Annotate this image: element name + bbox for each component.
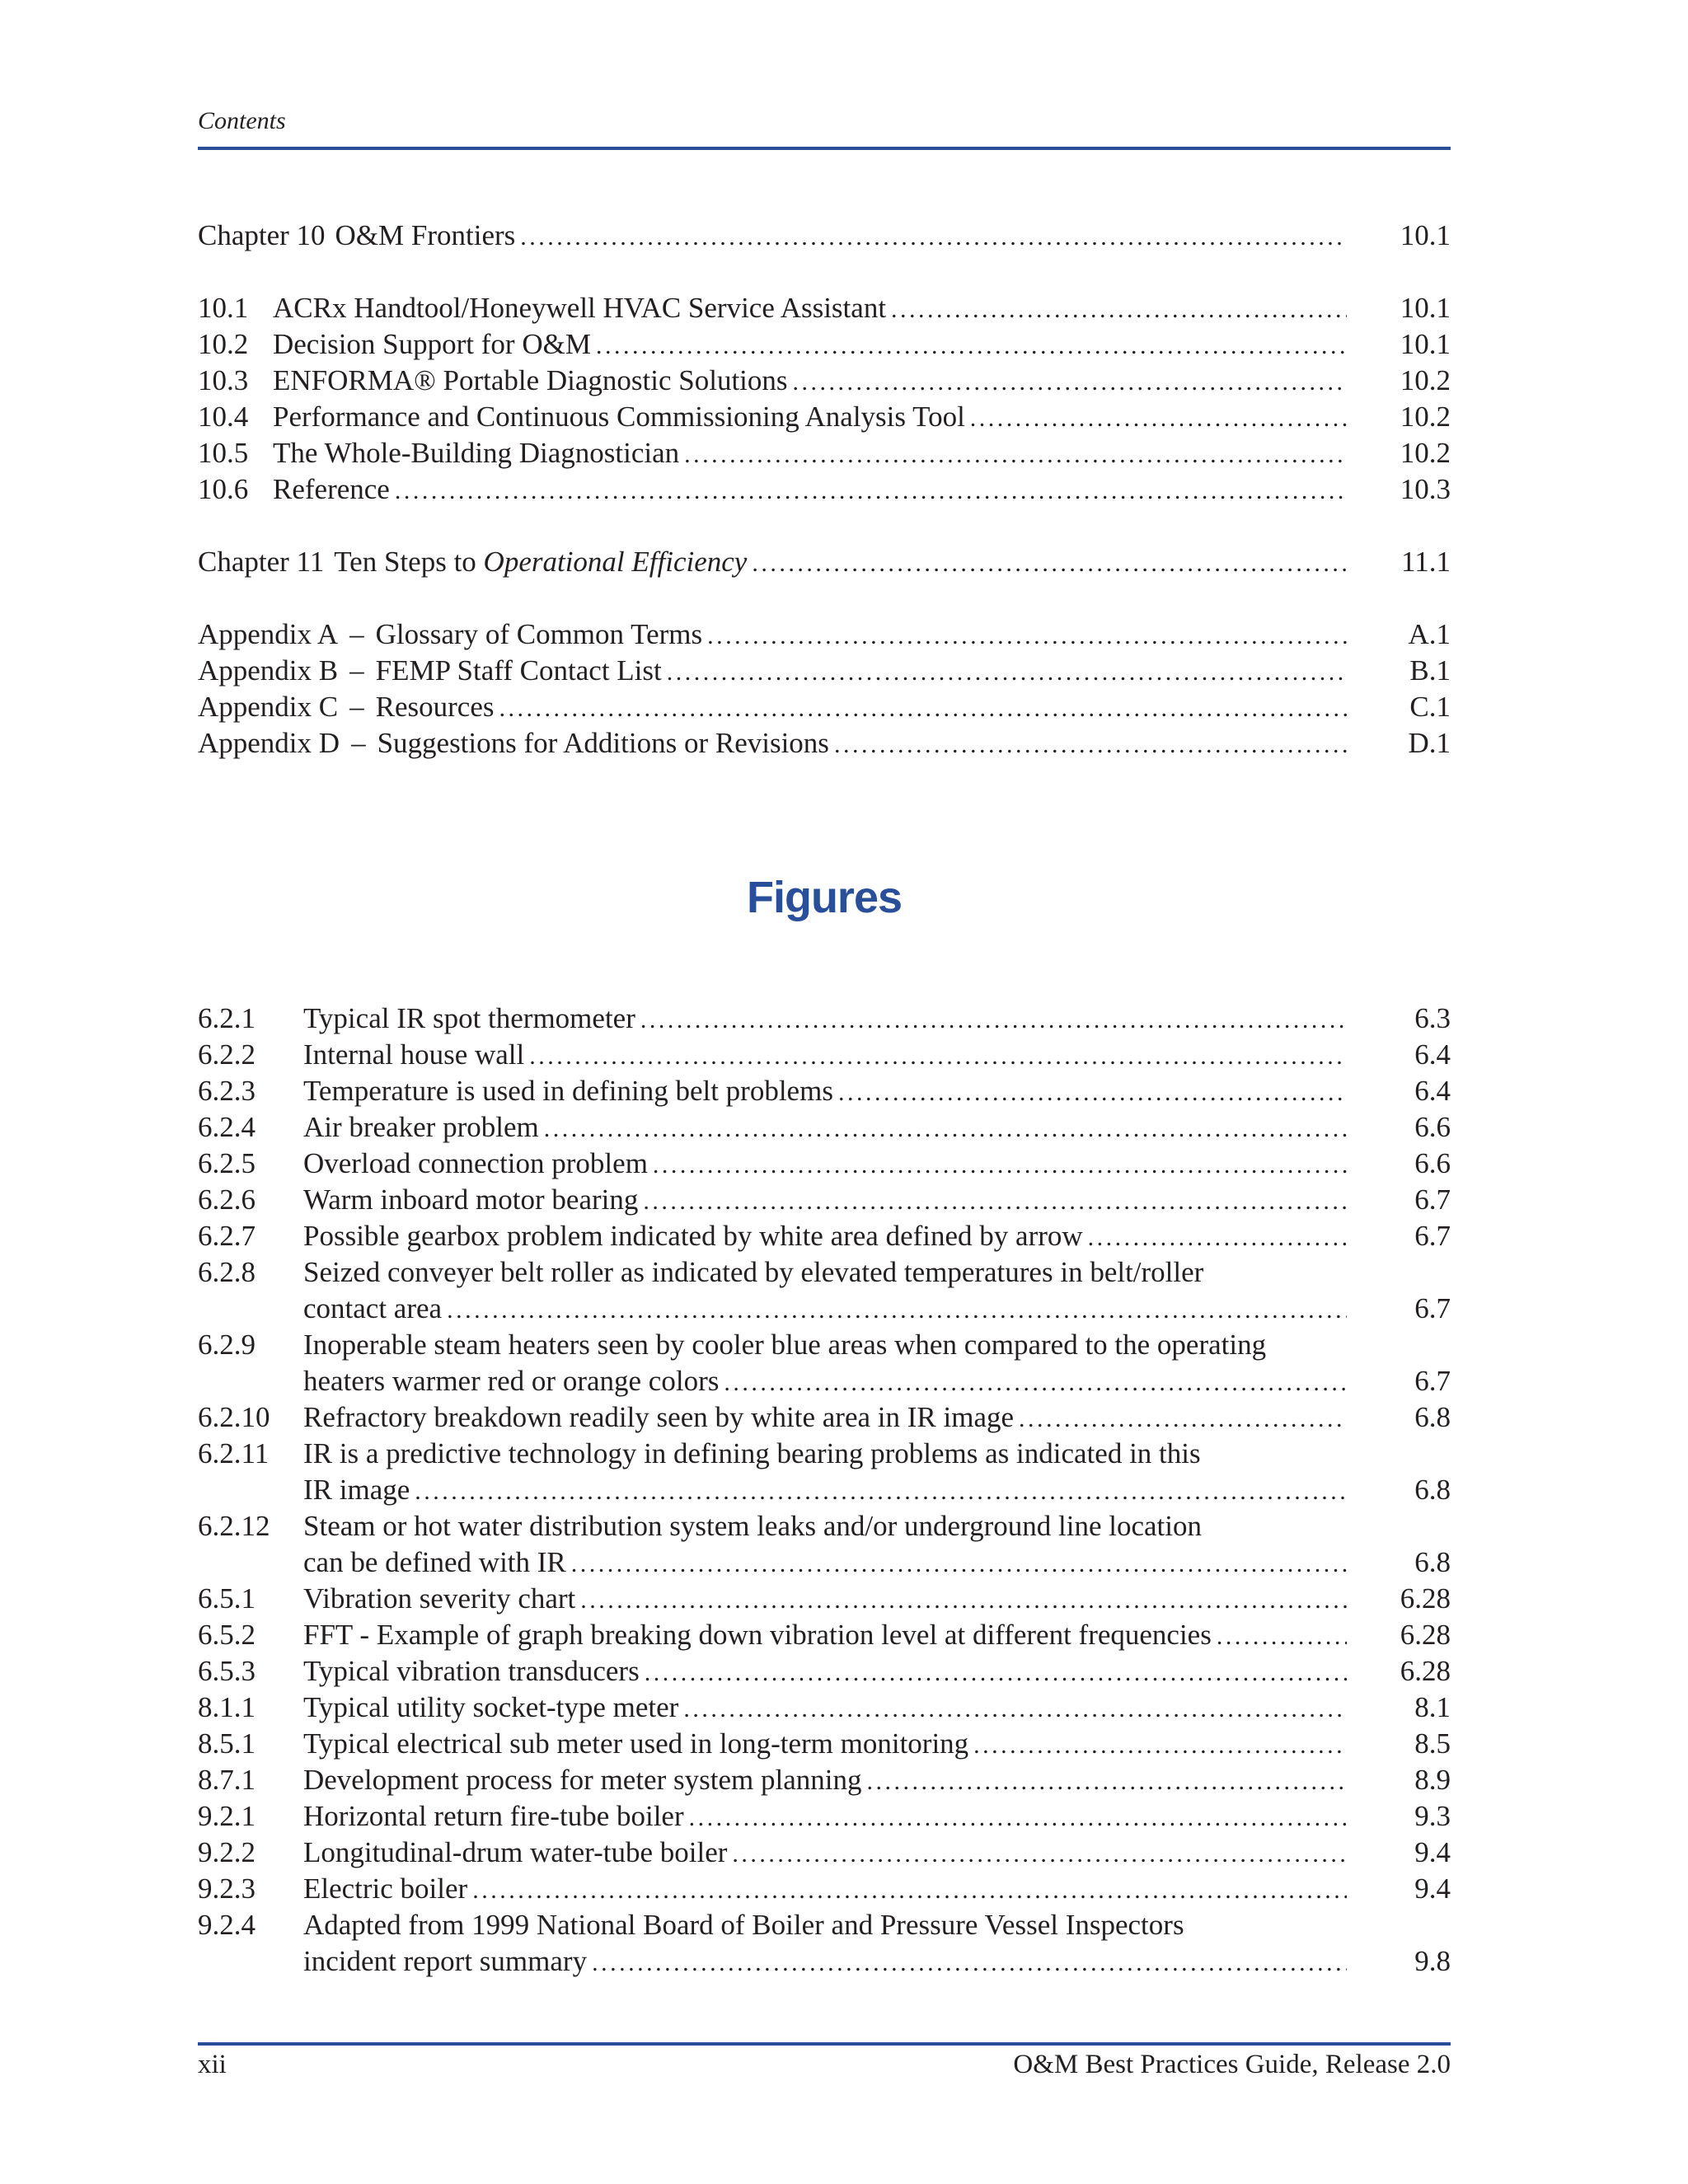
page-number: B.1 [1409, 654, 1451, 687]
figure-number: 9.2.4 [198, 1909, 256, 1941]
figure-entry-8-1-1[interactable] [198, 1690, 1451, 1726]
page-number: 6.8 [1414, 1401, 1451, 1433]
dot-leader [684, 437, 1347, 473]
dot-leader [596, 328, 1347, 364]
figure-title: Adapted from 1999 National Board of Boiler and Pressure Vessel Inspectors [303, 1909, 1184, 1941]
figure-number: 6.2.11 [198, 1437, 270, 1469]
dot-leader [395, 473, 1347, 509]
figure-number: 6.2.1 [198, 1002, 256, 1034]
figure-entry-6-2-9[interactable] [198, 1327, 1451, 1363]
dot-leader [643, 1183, 1347, 1220]
figure-title: Typical IR spot thermometer [303, 1002, 635, 1034]
figure-entry-6-2-7[interactable] [198, 1218, 1451, 1254]
figure-title: Internal house wall [303, 1038, 525, 1071]
figure-number: 9.2.2 [198, 1836, 256, 1868]
figure-number: 6.2.6 [198, 1183, 256, 1216]
toc-section-10-4[interactable] [198, 399, 1451, 435]
figure-entry-6-5-3[interactable] [198, 1653, 1451, 1690]
figure-title: Inoperable steam heaters seen by cooler blue areas when compared to the operating [303, 1329, 1267, 1361]
figure-entry-continuation [198, 1472, 1451, 1508]
dot-leader [707, 618, 1347, 654]
page-number: 10.2 [1400, 437, 1451, 469]
page-number: 6.7 [1414, 1365, 1451, 1397]
figure-number: 6.2.10 [198, 1401, 270, 1433]
header-rule [198, 147, 1451, 150]
figure-entry-6-2-12[interactable] [198, 1508, 1451, 1544]
appendix-title: FEMP Staff Contact List [375, 654, 662, 687]
section-number: 10.4 [198, 401, 249, 433]
toc-appendix-a[interactable] [198, 616, 1451, 653]
figure-number: 6.2.7 [198, 1220, 256, 1252]
toc-chapter-10[interactable] [198, 218, 1451, 254]
figure-title: Typical vibration transducers [303, 1655, 640, 1687]
section-number: 10.3 [198, 364, 249, 396]
appendix-dash: – [349, 654, 364, 687]
dot-leader [415, 1474, 1347, 1510]
appendix-label: Appendix C [198, 691, 339, 723]
page-number: 6.3 [1414, 1002, 1451, 1034]
dot-leader [732, 1836, 1347, 1872]
dot-leader [571, 1546, 1347, 1582]
page-number: 10.1 [1400, 219, 1451, 251]
figure-title: IR image [303, 1474, 410, 1506]
figure-title: Electric boiler [303, 1872, 468, 1905]
dot-leader [689, 1800, 1347, 1836]
page-number: 10.1 [1400, 328, 1451, 360]
dot-leader [640, 1002, 1347, 1038]
figure-entry-continuation [198, 1363, 1451, 1399]
page-number: 8.1 [1414, 1691, 1451, 1723]
figure-entry-continuation [198, 1943, 1451, 1980]
section-title: ACRx Handtool/Honeywell HVAC Service Assistant [273, 292, 887, 324]
dot-leader [724, 1365, 1347, 1401]
figure-entry-continuation [198, 1544, 1451, 1581]
dot-leader [970, 401, 1347, 437]
dot-leader [973, 1727, 1347, 1764]
chapter-label: Chapter 10 [198, 219, 326, 251]
section-title: Reference [273, 473, 390, 505]
toc-section-10-6[interactable] [198, 471, 1451, 508]
figure-number: 8.1.1 [198, 1691, 256, 1723]
appendix-dash: – [349, 691, 364, 723]
section-number: 10.6 [198, 473, 249, 505]
page-number: 6.4 [1414, 1075, 1451, 1107]
figure-number: 6.5.2 [198, 1619, 256, 1651]
figure-title: incident report summary [303, 1945, 588, 1977]
dot-leader [520, 219, 1347, 255]
dot-leader [834, 727, 1347, 763]
figure-entry-9-2-3[interactable] [198, 1871, 1451, 1907]
toc-appendix-d[interactable] [198, 725, 1451, 762]
chapter-title: O&M Frontiers [335, 219, 516, 251]
dot-leader [580, 1582, 1347, 1619]
figure-entry-9-2-4[interactable] [198, 1907, 1451, 1943]
figure-number: 6.5.1 [198, 1582, 256, 1615]
figure-title: Typical electrical sub meter used in long-term monitoring [303, 1727, 969, 1760]
page-number: 6.8 [1414, 1474, 1451, 1506]
figures-heading: Figures [746, 873, 903, 922]
figure-entry-6-2-8[interactable] [198, 1254, 1451, 1291]
page-number: 6.7 [1414, 1292, 1451, 1324]
toc-section-10-3[interactable] [198, 363, 1451, 399]
page-number: 6.8 [1414, 1546, 1451, 1578]
dot-leader [592, 1945, 1347, 1981]
toc-section-10-2[interactable] [198, 326, 1451, 363]
page-number: 9.4 [1414, 1836, 1451, 1868]
appendix-label: Appendix B [198, 654, 339, 687]
section-title: Performance and Continuous Commissioning Analysis Tool [273, 401, 965, 433]
dot-leader [1088, 1220, 1347, 1256]
figure-entry-9-2-1[interactable] [198, 1798, 1451, 1835]
page-number: 11.1 [1401, 546, 1451, 578]
figure-entry-6-2-11[interactable] [198, 1436, 1451, 1472]
figure-number: 8.7.1 [198, 1764, 256, 1796]
figure-title: Warm inboard motor bearing [303, 1183, 639, 1216]
figure-title: IR is a predictive technology in defining bearing problems as indicated in this [303, 1437, 1201, 1469]
page-number: D.1 [1408, 727, 1451, 759]
figure-number: 6.2.2 [198, 1038, 256, 1071]
appendix-dash: – [349, 618, 364, 650]
dot-leader [683, 1691, 1347, 1727]
figure-number: 9.2.1 [198, 1800, 256, 1832]
figure-number: 6.2.5 [198, 1147, 256, 1179]
page-number: 6.28 [1400, 1619, 1451, 1651]
figure-entry-6-2-2[interactable] [198, 1037, 1451, 1073]
figure-number: 8.5.1 [198, 1727, 256, 1760]
figure-title: FFT - Example of graph breaking down vibration level at different frequencies [303, 1619, 1212, 1651]
appendix-title: Glossary of Common Terms [375, 618, 703, 650]
page-number: 6.6 [1414, 1111, 1451, 1143]
dot-leader [653, 1147, 1347, 1183]
figure-title: can be defined with IR [303, 1546, 566, 1578]
footer-page-number: xii [198, 2050, 227, 2079]
page-number: 8.9 [1414, 1764, 1451, 1796]
section-number: 10.2 [198, 328, 249, 360]
figure-entry-6-2-5[interactable] [198, 1146, 1451, 1182]
figure-number: 6.2.12 [198, 1510, 270, 1542]
figure-entry-continuation [198, 1291, 1451, 1327]
dot-leader [1019, 1401, 1347, 1437]
dot-leader [529, 1038, 1347, 1075]
figure-entry-6-2-10[interactable] [198, 1399, 1451, 1436]
appendix-dash: – [351, 727, 366, 759]
page-number: 6.28 [1400, 1655, 1451, 1687]
toc-section-10-5[interactable] [198, 435, 1451, 471]
page-number: 6.6 [1414, 1147, 1451, 1179]
figure-title: Temperature is used in defining belt problems [303, 1075, 833, 1107]
dot-leader [752, 546, 1347, 582]
figure-title: Refractory breakdown readily seen by white area in IR image [303, 1401, 1015, 1433]
figure-entry-6-2-4[interactable] [198, 1109, 1451, 1146]
figure-number: 9.2.3 [198, 1872, 256, 1905]
dot-leader [891, 292, 1347, 328]
page-number: 8.5 [1414, 1727, 1451, 1760]
figure-title: Longitudinal-drum water-tube boiler [303, 1836, 728, 1868]
figure-number: 6.5.3 [198, 1655, 256, 1687]
figure-title: Development process for meter system planning [303, 1764, 862, 1796]
page-number: 10.1 [1400, 292, 1451, 324]
page-number: A.1 [1408, 618, 1451, 650]
toc-appendix-b[interactable] [198, 653, 1451, 689]
page-number: 6.7 [1414, 1183, 1451, 1216]
page-number: 10.3 [1400, 473, 1451, 505]
page-number: 10.2 [1400, 401, 1451, 433]
dot-leader [544, 1111, 1347, 1147]
dot-leader [1217, 1619, 1347, 1655]
page-number: 9.4 [1414, 1872, 1451, 1905]
figure-entry-9-2-2[interactable] [198, 1835, 1451, 1871]
figure-entry-8-5-1[interactable] [198, 1726, 1451, 1762]
section-title: The Whole-Building Diagnostician [273, 437, 680, 469]
page-number: 9.3 [1414, 1800, 1451, 1832]
figure-number: 6.2.4 [198, 1111, 256, 1143]
dot-leader [447, 1292, 1347, 1329]
figure-number: 6.2.3 [198, 1075, 256, 1107]
page-number: 6.4 [1414, 1038, 1451, 1071]
toc-section-10-1[interactable] [198, 290, 1451, 326]
dot-leader [838, 1075, 1347, 1111]
figure-entry-6-2-6[interactable] [198, 1182, 1451, 1218]
toc-chapter-11[interactable] [198, 544, 1451, 580]
dot-leader [866, 1764, 1347, 1800]
toc-appendix-c[interactable] [198, 689, 1451, 725]
figure-entry-6-5-1[interactable] [198, 1581, 1451, 1617]
page-number: 6.28 [1400, 1582, 1451, 1615]
dot-leader [499, 691, 1348, 727]
figure-title: Seized conveyer belt roller as indicated by elevated temperatures in belt/roller [303, 1256, 1204, 1288]
figure-entry-8-7-1[interactable] [198, 1762, 1451, 1798]
figure-title: Possible gearbox problem indicated by white area defined by arrow [303, 1220, 1083, 1252]
page-number: 6.7 [1414, 1220, 1451, 1252]
dot-leader [793, 364, 1347, 401]
figure-title: Overload connection problem [303, 1147, 648, 1179]
appendix-label: Appendix A [198, 618, 339, 650]
appendix-label: Appendix D [198, 727, 340, 759]
figure-title: heaters warmer red or orange colors [303, 1365, 720, 1397]
footer-publication: O&M Best Practices Guide, Release 2.0 [1013, 2050, 1451, 2079]
chapter-label: Chapter 11 [198, 546, 325, 578]
contents-list [198, 218, 1451, 762]
page-number: 9.8 [1414, 1945, 1451, 1977]
chapter-title: Ten Steps to Operational Efficiency [334, 546, 748, 578]
section-number: 10.5 [198, 437, 249, 469]
figure-number: 6.2.8 [198, 1256, 256, 1288]
figure-title: Steam or hot water distribution system leaks and/or underground line location [303, 1510, 1202, 1542]
running-head: Contents [198, 107, 286, 134]
section-number: 10.1 [198, 292, 249, 324]
appendix-title: Resources [375, 691, 495, 723]
figure-title: contact area [303, 1292, 443, 1324]
dot-leader [645, 1655, 1347, 1691]
page-number: 10.2 [1400, 364, 1451, 396]
figure-number: 6.2.9 [198, 1329, 256, 1361]
dot-leader [472, 1872, 1347, 1909]
page-number: C.1 [1409, 691, 1451, 723]
figure-title: Vibration severity chart [303, 1582, 576, 1615]
figure-title: Horizontal return fire-tube boiler [303, 1800, 684, 1832]
section-title: ENFORMA® Portable Diagnostic Solutions [273, 364, 788, 396]
figure-title: Air breaker problem [303, 1111, 539, 1143]
section-title: Decision Support for O&M [273, 328, 591, 360]
figure-entry-6-2-1[interactable] [198, 1001, 1451, 1037]
dot-leader [667, 654, 1347, 691]
appendix-title: Suggestions for Additions or Revisions [377, 727, 829, 759]
figure-entry-6-5-2[interactable] [198, 1617, 1451, 1653]
figure-title: Typical utility socket-type meter [303, 1691, 679, 1723]
figure-entry-6-2-3[interactable] [198, 1073, 1451, 1109]
figures-list [198, 1001, 1451, 1980]
